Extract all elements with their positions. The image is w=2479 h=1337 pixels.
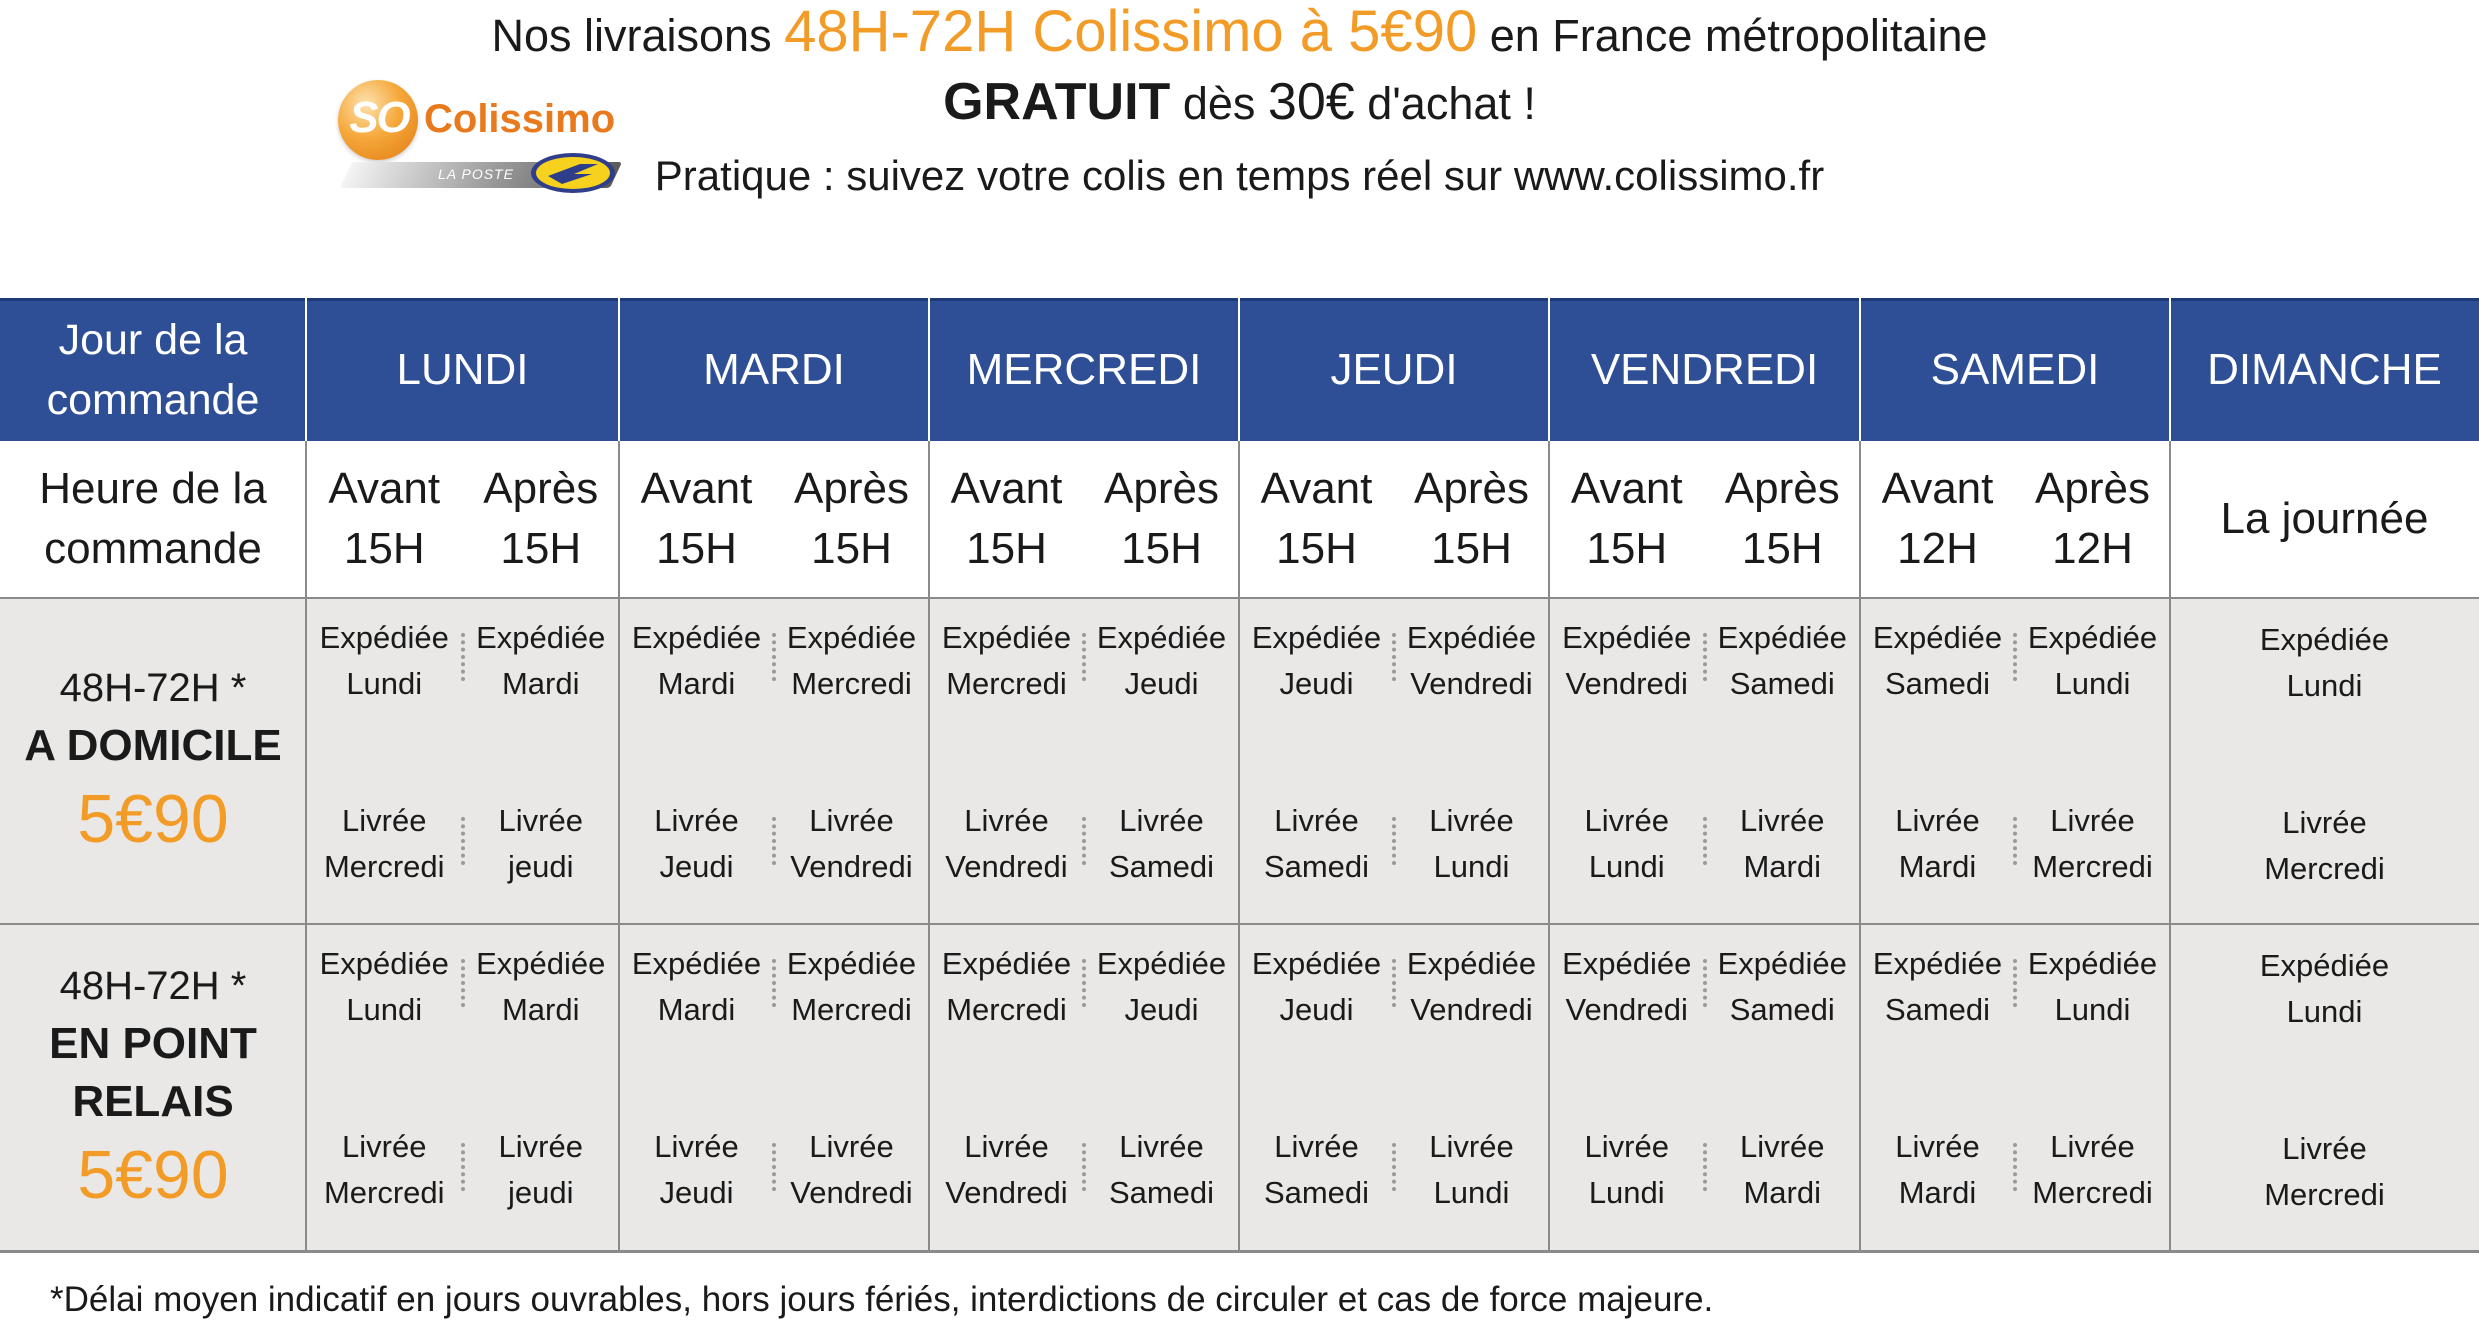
order-time-hour: 12H — [1897, 524, 1978, 573]
home-shipped-cell — [463, 611, 620, 711]
home-shipped-cell — [929, 611, 1084, 711]
relay-shipped-cell — [306, 937, 463, 1037]
order-time-hour: 15H — [811, 524, 892, 573]
day-value: Lundi — [2054, 992, 2131, 1027]
logo-la-poste: LA POSTE — [438, 166, 514, 182]
relay-shipped-cell — [1860, 937, 2015, 1037]
shipped-label: Expédiée — [2027, 946, 2158, 981]
home-shipped-cell — [2015, 611, 2170, 711]
shipped-label: Expédiée — [1406, 620, 1537, 655]
day-value: Mardi — [1898, 1175, 1977, 1210]
day-value: Lundi — [2286, 668, 2363, 703]
home-delivered-cell — [2170, 796, 2479, 896]
header-line1-highlight: 48H-72H Colissimo à 5€90 — [784, 0, 1478, 64]
shipped-label: Expédiée — [476, 620, 606, 655]
delivered-label: Livrée — [1895, 1129, 1980, 1164]
dotted-separator — [1703, 1143, 1707, 1191]
logo-so-text: SO — [349, 93, 409, 142]
order-time-hour: 15H — [656, 524, 737, 573]
delivered-label: Livrée — [498, 803, 583, 838]
delivered-label: Livrée — [964, 803, 1049, 838]
relay-shipped-cell — [1239, 937, 1394, 1037]
relay-delivered-cell — [2015, 1120, 2170, 1220]
order-time-qualifier: Après — [483, 464, 599, 513]
day-value: Lundi — [346, 666, 423, 701]
delivered-label: Livrée — [1119, 803, 1204, 838]
delivered-label: Livrée — [1740, 803, 1825, 838]
day-value: Mardi — [657, 992, 736, 1027]
home-delivered-cell — [1549, 794, 1705, 894]
order-time-qualifier: Avant — [1881, 464, 1994, 513]
order-time-qualifier: Avant — [328, 464, 441, 513]
delivered-label: Livrée — [809, 1129, 894, 1164]
relay-shipped-cell — [1705, 937, 1861, 1037]
order-time-qualifier: Après — [1104, 464, 1219, 513]
home-delivery-label — [0, 599, 306, 923]
order-time-qualifier: Avant — [950, 464, 1063, 513]
dotted-separator — [1703, 959, 1707, 1007]
shipped-label: Expédiée — [1562, 620, 1692, 655]
home-delivery-delay: 48H-72H * — [59, 666, 247, 710]
day-value: Jeudi — [1279, 666, 1354, 701]
home-delivered-cell — [1239, 794, 1394, 894]
dotted-separator — [2013, 817, 2017, 865]
home-shipped-cell — [306, 611, 463, 711]
relay-delivered-cell — [306, 1120, 463, 1220]
day-value: Vendredi — [790, 1175, 913, 1210]
order-time-cell — [1705, 441, 1861, 597]
day-value: Mercredi — [791, 992, 912, 1027]
corner-hour-line1: Heure de la — [39, 464, 267, 513]
day-value: Vendredi — [1565, 666, 1688, 701]
day-value: Vendredi — [1565, 992, 1688, 1027]
relay-delivered-cell — [1549, 1120, 1705, 1220]
delivered-label: Livrée — [1429, 1129, 1514, 1164]
dotted-separator — [772, 817, 776, 865]
day-value: Samedi — [1108, 849, 1215, 884]
shipped-label: Expédiée — [1406, 946, 1537, 981]
order-time-cell — [463, 441, 620, 597]
day-header-6: DIMANCHE — [2207, 344, 2442, 394]
home-delivery-price: 5€90 — [77, 781, 229, 857]
shipped-label: Expédiée — [1717, 946, 1847, 981]
delivery-schedule-table — [0, 298, 2479, 1253]
shipped-label: Expédiée — [631, 620, 762, 655]
relay-point-delay: 48H-72H * — [59, 964, 247, 1008]
dotted-separator — [461, 1143, 465, 1191]
home-delivered-cell — [929, 794, 1084, 894]
home-delivered-cell — [1705, 794, 1861, 894]
relay-delivered-cell — [1239, 1120, 1394, 1220]
day-value: Mardi — [657, 666, 736, 701]
delivered-label: Livrée — [342, 803, 427, 838]
dotted-separator — [1703, 817, 1707, 865]
shipped-label: Expédiée — [2259, 622, 2390, 657]
day-value: Lundi — [1588, 849, 1665, 884]
day-value: Mercredi — [323, 1175, 445, 1210]
day-value: Mercredi — [946, 666, 1067, 701]
day-value: Samedi — [1263, 1175, 1370, 1210]
relay-delivered-cell — [2170, 1122, 2479, 1222]
corner-hour-line2: commande — [44, 524, 262, 573]
dotted-separator — [1703, 633, 1707, 681]
order-time-qualifier: Avant — [640, 464, 753, 513]
delivered-label: Livrée — [654, 803, 739, 838]
shipped-label: Expédiée — [476, 946, 606, 981]
order-time-hour: 15H — [500, 524, 582, 573]
free-label: GRATUIT — [943, 73, 1171, 131]
relay-shipped-cell — [1549, 937, 1705, 1037]
shipped-label: Expédiée — [1872, 620, 2003, 655]
sunday-hour-text: La journée — [2220, 494, 2429, 543]
home-shipped-cell — [1549, 611, 1705, 711]
day-value: Samedi — [1884, 992, 1991, 1027]
shipped-label: Expédiée — [1096, 946, 1227, 981]
day-value: Mardi — [1743, 1175, 1821, 1210]
home-shipped-cell — [1705, 611, 1861, 711]
home-delivered-cell — [2015, 794, 2170, 894]
dotted-separator — [461, 817, 465, 865]
relay-shipped-cell — [774, 937, 929, 1037]
relay-delivered-cell — [1705, 1120, 1861, 1220]
delivered-label: Livrée — [1119, 1129, 1204, 1164]
relay-shipped-cell — [2015, 937, 2170, 1037]
header-line2-post: d'achat ! — [1367, 78, 1536, 129]
day-value: Mardi — [501, 666, 580, 701]
home-shipped-cell — [774, 611, 929, 711]
corner-day-label — [0, 298, 306, 441]
day-header-5: SAMEDI — [1930, 344, 2100, 394]
day-value: jeudi — [508, 849, 574, 884]
dotted-separator — [1392, 817, 1396, 865]
day-value: Mercredi — [946, 992, 1067, 1027]
home-shipped-cell — [1084, 611, 1239, 711]
order-time-hour: 15H — [1431, 524, 1512, 573]
dotted-separator — [1082, 817, 1086, 865]
day-value: Lundi — [1433, 1175, 1510, 1210]
day-value: Mardi — [1743, 849, 1821, 884]
order-time-cell — [1394, 441, 1549, 597]
day-header-3: JEUDI — [1330, 344, 1458, 394]
home-shipped-cell — [1394, 611, 1549, 711]
delivered-label: Livrée — [2050, 1129, 2135, 1164]
delivered-label: Livrée — [809, 803, 894, 838]
delivered-label: Livrée — [654, 1129, 739, 1164]
day-value: Mardi — [1898, 849, 1977, 884]
day-value: Lundi — [346, 992, 423, 1027]
delivered-label: Livrée — [1274, 1129, 1359, 1164]
day-value: Lundi — [1588, 1175, 1665, 1210]
relay-shipped-cell — [1394, 937, 1549, 1037]
day-value: Vendredi — [790, 849, 913, 884]
order-time-hour: 15H — [1121, 524, 1202, 573]
dotted-separator — [461, 959, 465, 1007]
shipped-label: Expédiée — [1562, 946, 1692, 981]
relay-shipped-cell — [2170, 939, 2479, 1039]
delivered-label: Livrée — [964, 1129, 1049, 1164]
sunday-hour-label — [2170, 441, 2479, 597]
header-line2-mid: dès — [1182, 78, 1256, 129]
day-value: Samedi — [1729, 666, 1835, 701]
relay-point-label — [0, 925, 306, 1251]
day-value: Mardi — [501, 992, 580, 1027]
order-time-cell — [1549, 441, 1705, 597]
order-time-qualifier: Après — [1414, 464, 1529, 513]
day-header-0: LUNDI — [396, 344, 529, 394]
shipped-label: Expédiée — [2259, 948, 2390, 983]
order-time-cell — [2015, 441, 2170, 597]
shipped-label: Expédiée — [1717, 620, 1847, 655]
dotted-separator — [1392, 1143, 1396, 1191]
dotted-separator — [1082, 633, 1086, 681]
order-time-hour: 12H — [2052, 524, 2133, 573]
dotted-separator — [1082, 959, 1086, 1007]
home-delivered-cell — [1084, 794, 1239, 894]
free-threshold: 30€ — [1267, 73, 1355, 131]
day-value: Samedi — [1729, 992, 1835, 1027]
delivered-label: Livrée — [1584, 803, 1669, 838]
relay-shipped-cell — [929, 937, 1084, 1037]
day-value: Jeudi — [659, 849, 734, 884]
dotted-separator — [2013, 1143, 2017, 1191]
delivered-label: Livrée — [342, 1129, 427, 1164]
shipped-label: Expédiée — [1251, 946, 1382, 981]
home-delivered-cell — [774, 794, 929, 894]
shipped-label: Expédiée — [319, 946, 449, 981]
relay-delivered-cell — [774, 1120, 929, 1220]
shipped-label: Expédiée — [786, 946, 917, 981]
relay-shipped-cell — [1084, 937, 1239, 1037]
dotted-separator — [772, 1143, 776, 1191]
corner-day-line2: commande — [46, 375, 260, 424]
relay-delivered-cell — [619, 1120, 774, 1220]
day-value: Vendredi — [1410, 992, 1533, 1027]
day-header-2: MERCREDI — [966, 344, 1202, 394]
day-value: Lundi — [1433, 849, 1510, 884]
dotted-separator — [1392, 959, 1396, 1007]
day-value: Jeudi — [1124, 666, 1199, 701]
la-poste-bird-icon — [528, 148, 618, 198]
order-time-qualifier: Après — [2035, 464, 2150, 513]
day-value: Mercredi — [2264, 1177, 2385, 1212]
day-value: Jeudi — [1279, 992, 1354, 1027]
colissimo-logo — [338, 78, 648, 208]
delivered-label: Livrée — [2050, 803, 2135, 838]
delivered-label: Livrée — [1429, 803, 1514, 838]
order-time-cell — [1239, 441, 1394, 597]
day-header-4: VENDREDI — [1590, 344, 1819, 394]
home-shipped-cell — [619, 611, 774, 711]
day-value: Jeudi — [1124, 992, 1199, 1027]
shipped-label: Expédiée — [631, 946, 762, 981]
delivered-label: Livrée — [2282, 1131, 2367, 1166]
shipped-label: Expédiée — [941, 946, 1072, 981]
day-value: Samedi — [1263, 849, 1370, 884]
order-time-qualifier: Avant — [1570, 464, 1683, 513]
shipped-label: Expédiée — [1096, 620, 1227, 655]
day-value: Mercredi — [2032, 1175, 2153, 1210]
day-value: Jeudi — [659, 1175, 734, 1210]
shipped-label: Expédiée — [2027, 620, 2158, 655]
delivered-label: Livrée — [1740, 1129, 1825, 1164]
dotted-separator — [2013, 633, 2017, 681]
home-shipped-cell — [1239, 611, 1394, 711]
order-time-cell — [1860, 441, 2015, 597]
home-delivery-title: A DOMICILE — [24, 721, 282, 770]
shipped-label: Expédiée — [786, 620, 917, 655]
order-time-hour: 15H — [1276, 524, 1357, 573]
dotted-separator — [772, 633, 776, 681]
relay-point-title-1: EN POINT — [49, 1019, 257, 1068]
day-value: Vendredi — [945, 849, 1068, 884]
day-value: Mercredi — [2032, 849, 2153, 884]
relay-point-price: 5€90 — [77, 1137, 229, 1213]
home-delivered-cell — [1394, 794, 1549, 894]
order-time-cell — [774, 441, 929, 597]
home-delivered-cell — [306, 794, 463, 894]
order-time-cell — [1084, 441, 1239, 597]
relay-shipped-cell — [619, 937, 774, 1037]
day-value: Mercredi — [323, 849, 445, 884]
dotted-separator — [461, 633, 465, 681]
relay-delivered-cell — [1860, 1120, 2015, 1220]
order-time-hour: 15H — [1586, 524, 1668, 573]
relay-delivered-cell — [1084, 1120, 1239, 1220]
corner-day-line1: Jour de la — [58, 315, 248, 364]
relay-delivered-cell — [463, 1120, 620, 1220]
day-value: Lundi — [2054, 666, 2131, 701]
header-line1-post: en France métropolitaine — [1489, 10, 1988, 61]
day-value: Samedi — [1108, 1175, 1215, 1210]
home-shipped-cell — [1860, 611, 2015, 711]
order-time-hour: 15H — [343, 524, 425, 573]
shipped-label: Expédiée — [319, 620, 449, 655]
delivered-label: Livrée — [2282, 805, 2367, 840]
corner-hour-label — [0, 441, 306, 597]
dotted-separator — [2013, 959, 2017, 1007]
home-delivered-cell — [463, 794, 620, 894]
dotted-separator — [1392, 633, 1396, 681]
order-time-hour: 15H — [1741, 524, 1823, 573]
day-header-1: MARDI — [703, 344, 845, 394]
delivered-label: Livrée — [1274, 803, 1359, 838]
shipped-label: Expédiée — [941, 620, 1072, 655]
day-value: jeudi — [508, 1175, 574, 1210]
delivered-label: Livrée — [1584, 1129, 1669, 1164]
delivered-label: Livrée — [1895, 803, 1980, 838]
order-time-qualifier: Après — [1724, 464, 1840, 513]
header-line-1 — [0, 2, 2479, 66]
day-value: Lundi — [2286, 994, 2363, 1029]
order-time-hour: 15H — [966, 524, 1047, 573]
day-value: Vendredi — [945, 1175, 1068, 1210]
home-delivered-cell — [619, 794, 774, 894]
order-time-qualifier: Avant — [1260, 464, 1373, 513]
delivered-label: Livrée — [498, 1129, 583, 1164]
logo-wordmark: Colissimo — [424, 97, 616, 141]
order-time-cell — [619, 441, 774, 597]
relay-delivered-cell — [929, 1120, 1084, 1220]
order-time-qualifier: Après — [794, 464, 909, 513]
day-value: Vendredi — [1410, 666, 1533, 701]
header-line-3: Pratique : suivez votre colis en temps réel sur www.colissimo.fr — [654, 152, 1825, 199]
shipped-label: Expédiée — [1251, 620, 1382, 655]
shipped-label: Expédiée — [1872, 946, 2003, 981]
relay-shipped-cell — [463, 937, 620, 1037]
day-value: Samedi — [1884, 666, 1991, 701]
dotted-separator — [772, 959, 776, 1007]
order-time-cell — [306, 441, 463, 597]
home-delivered-cell — [1860, 794, 2015, 894]
relay-delivered-cell — [1394, 1120, 1549, 1220]
dotted-separator — [1082, 1143, 1086, 1191]
home-shipped-cell — [2170, 613, 2479, 713]
day-value: Mercredi — [791, 666, 912, 701]
relay-point-title-2: RELAIS — [72, 1077, 234, 1126]
footnote: *Délai moyen indicatif en jours ouvrables, hors jours fériés, interdictions de circuler et cas de force majeure. — [50, 1280, 1714, 1319]
order-time-cell — [929, 441, 1084, 597]
header-line1-pre: Nos livraisons — [491, 10, 772, 61]
day-value: Mercredi — [2264, 851, 2385, 886]
